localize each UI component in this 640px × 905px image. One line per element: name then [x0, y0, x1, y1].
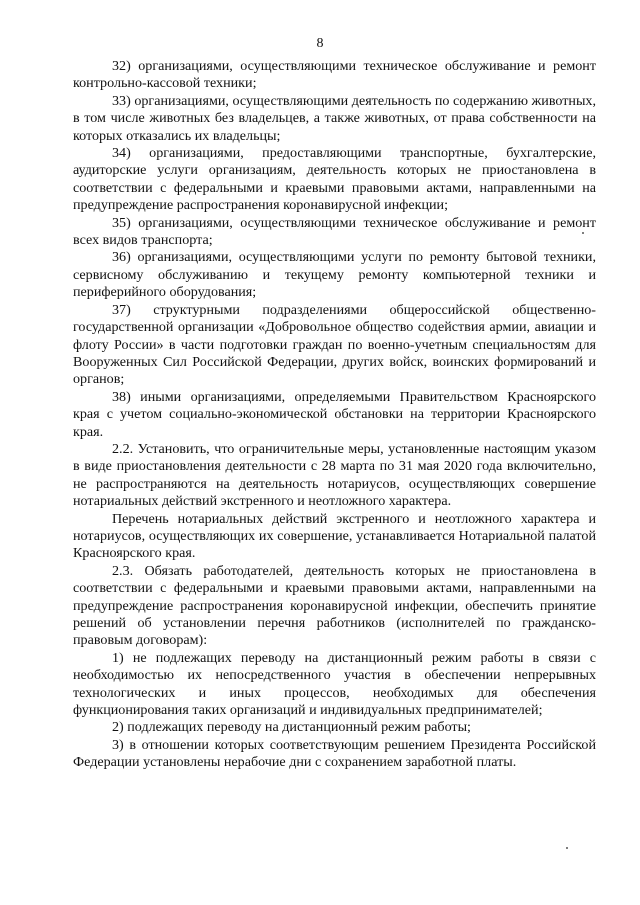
- list-item-33: 33) организациями, осуществляющими деятельность по содержанию животных, в том числе животных без владельцев, а также животных, от права собственности на которых отказались их владельцы;: [73, 92, 596, 144]
- list-item-37: 37) структурными подразделениями общероссийской общественно-государственной организации «Добровольное общество содействия армии, авиации и флоту России» в части подготовки граждан по военно-учетным специальностям для Вооруженных Сил Российской Федерации, других войск, воинских формирований и органов;: [73, 301, 596, 388]
- subclause-3: 3) в отношении которых соответствующим решением Президента Российской Федерации установлены нерабочие дни с сохранением заработной платы.: [73, 736, 596, 771]
- page-number: 8: [316, 36, 324, 51]
- subclause-2: 2) подлежащих переводу на дистанционный режим работы;: [112, 719, 471, 736]
- list-item-32: 32) организациями, осуществляющими техническое обслуживание и ремонт контрольно-кассовой техники;: [73, 58, 596, 92]
- list-item-38: 38) иными организациями, определяемыми Правительством Красноярского края с учетом социально-экономической обстановки на территории Красноярского края.: [73, 388, 596, 440]
- list-item-34: 34) организациями, предоставляющими транспортные, бухгалтерские, аудиторские услуги организациям, деятельность которых не приостановлена в соответствии с федеральными и краевыми правовыми актами, направленными на предупреждение распространения коронавирусной инфекции;: [73, 145, 596, 214]
- list-item-36: 36) организациями, осуществляющими услуги по ремонту бытовой техники, сервисному обслуживанию и текущему ремонту компьютерной техники и периферийного оборудования;: [73, 249, 596, 301]
- clause-2-2: 2.2. Установить, что ограничительные меры, установленные настоящим указом в виде приостановления деятельности с 28 марта по 31 мая 2020 года включительно, не распространяются на деятельность нотариусов, осуществляющих совершение нотариальных действий экстренного и неотложного характера.: [73, 440, 596, 510]
- list-item-35: 35) организациями, осуществляющими техническое обслуживание и ремонт всех видов транспорта;: [73, 214, 596, 249]
- scan-speck: [566, 847, 568, 849]
- scan-speck: [582, 232, 584, 234]
- clause-2-3: 2.3. Обязать работодателей, деятельность которых не приостановлена в соответствии с федеральными и краевыми правовыми актами, направленными на предупреждение распространения коронавирусной инфекции, обеспечить принятие решений об установлении перечня работников (исполнителей по гражданско-правовым договорам):: [73, 562, 596, 649]
- notary-list-paragraph: Перечень нотариальных действий экстренного и неотложного характера и нотариусов, осуществляющих их совершение, устанавливается Нотариальной палатой Красноярского края.: [73, 510, 596, 562]
- subclause-1: 1) не подлежащих переводу на дистанционный режим работы в связи с необходимостью их непосредственного участия в обеспечении непрерывных технологических и иных процессов, необходимых для обеспечения функционирования таких организаций и индивидуальных предпринимателей;: [73, 649, 596, 719]
